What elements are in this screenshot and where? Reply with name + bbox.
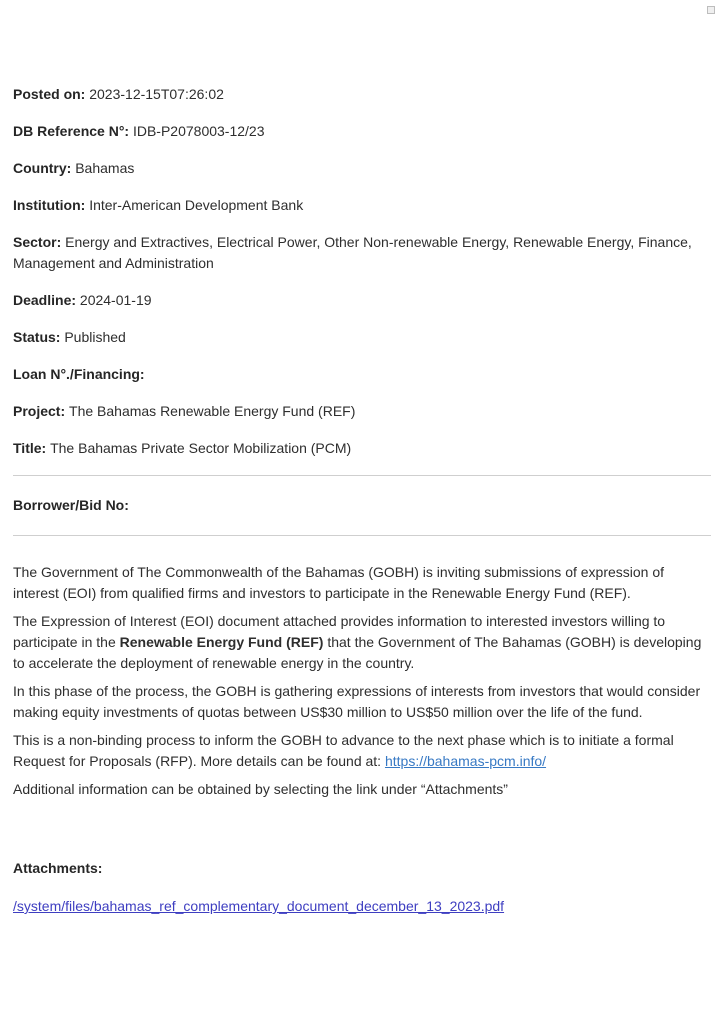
field-posted-on	[13, 84, 711, 105]
field-label: Country:	[13, 160, 72, 176]
field-label: Status:	[13, 329, 61, 345]
field-label: Institution:	[13, 197, 86, 213]
field-value: 2023-12-15T07:26:02	[89, 86, 224, 102]
field-value: Energy and Extractives, Electrical Power, Other Non-renewable Energy, Renewable Energy, Finance, Management and Administration	[13, 234, 692, 271]
paragraph-non-binding	[13, 730, 711, 772]
field-value: The Bahamas Private Sector Mobilization (PCM)	[50, 440, 352, 456]
attachment-row	[13, 896, 711, 917]
field-country	[13, 158, 711, 179]
field-value: IDB-P2078003-12/23	[132, 123, 265, 139]
paragraph-eoi-document	[13, 611, 711, 674]
notice-body	[13, 562, 711, 800]
paragraph-text: that the Government of The Bahamas (GOBH) is developing to accelerate the deployment of renewable energy in the country.	[13, 634, 702, 671]
field-value: Bahamas	[75, 160, 135, 176]
field-db-reference	[13, 121, 711, 142]
field-sector	[13, 232, 711, 274]
field-label: Loan N°./Financing:	[13, 366, 145, 382]
field-label: Project:	[13, 403, 66, 419]
field-title	[13, 438, 711, 459]
field-status	[13, 327, 711, 348]
paragraph-text: The Expression of Interest (EOI) document attached provides information to interested investors willing to participate in the	[13, 613, 666, 650]
field-label: DB Reference N°:	[13, 123, 130, 139]
paragraph-text: This is a non-binding process to inform the GOBH to advance to the next phase which is to initiate a formal Request for Proposals (RFP). More details can be found at:	[13, 732, 674, 769]
paragraph-additional-info: Additional information can be obtained by selecting the link under “Attachments”	[13, 781, 508, 797]
field-project	[13, 401, 711, 422]
paragraph-bold-text: Renewable Energy Fund (REF)	[119, 634, 324, 650]
field-value: The Bahamas Renewable Energy Fund (REF)	[69, 403, 356, 419]
field-label: Deadline:	[13, 292, 77, 308]
image-placeholder-icon	[707, 6, 715, 14]
attachment-pdf-link[interactable]: /system/files/bahamas_ref_complementary_document_december_13_2023.pdf	[13, 898, 505, 914]
divider	[13, 475, 711, 476]
paragraph-equity-investments: In this phase of the process, the GOBH is gathering expressions of interests from investors that would consider making equity investments of quotas between US$30 million to US$50 million over the life of the fund.	[13, 683, 701, 720]
field-institution	[13, 195, 711, 216]
field-label: Title:	[13, 440, 47, 456]
field-loan-financing	[13, 364, 711, 385]
paragraph-invitation: The Government of The Commonwealth of the Bahamas (GOBH) is inviting submissions of expression of interest (EOI) from qualified firms and investors to participate in the Renewable Energy Fund (REF).	[13, 564, 665, 601]
field-label: Posted on:	[13, 86, 86, 102]
field-value: Published	[64, 329, 126, 345]
divider	[13, 535, 711, 536]
borrower-bid-no-label: Borrower/Bid No:	[13, 497, 129, 513]
bahamas-pcm-link[interactable]: https://bahamas-pcm.info/	[384, 753, 547, 769]
field-label: Sector:	[13, 234, 62, 250]
field-deadline	[13, 290, 711, 311]
field-value: Inter-American Development Bank	[89, 197, 304, 213]
attachments-heading: Attachments:	[13, 860, 103, 876]
field-value: 2024-01-19	[79, 292, 152, 308]
